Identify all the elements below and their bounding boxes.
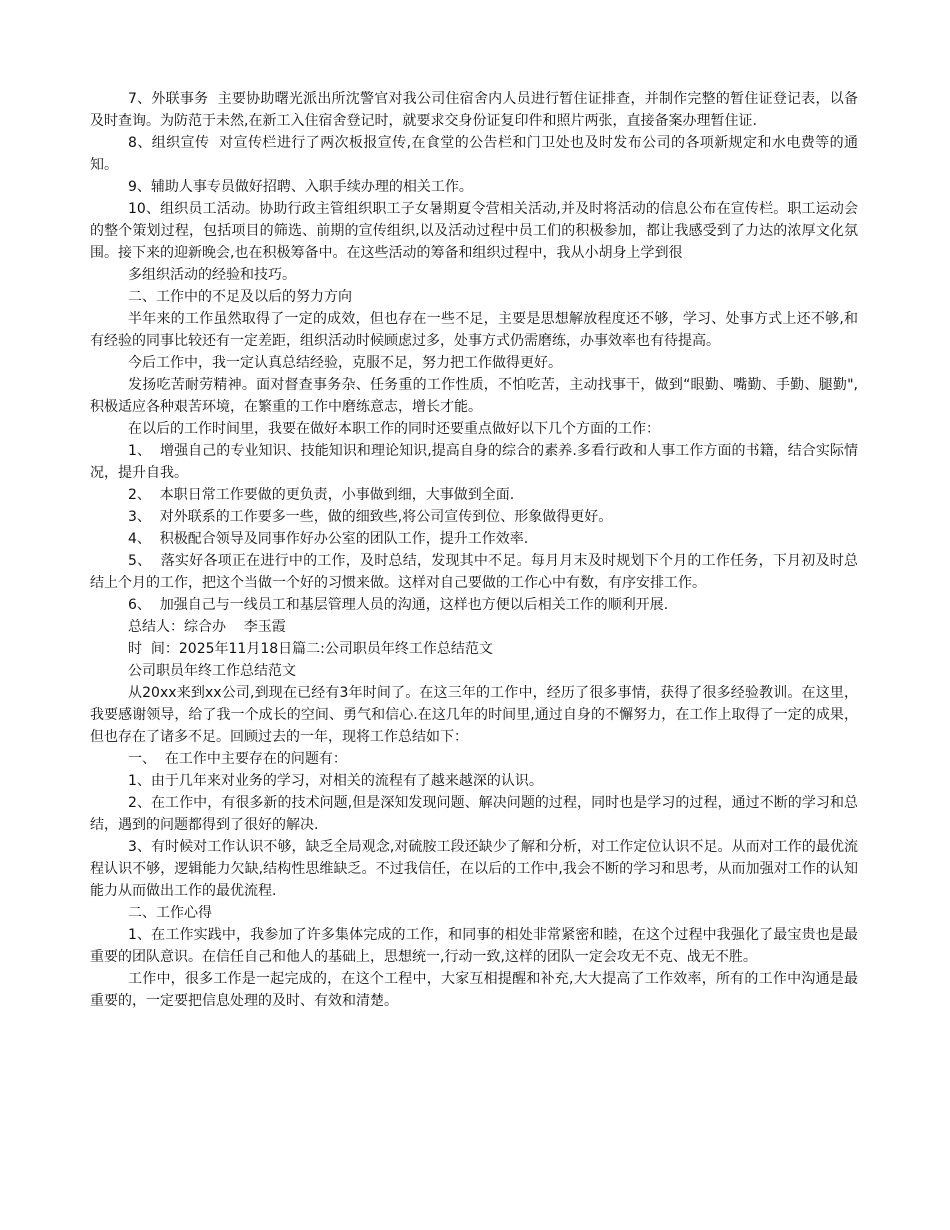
paragraph-communication: 工作中，很多工作是一起完成的，在这个工程中，大家互相提醒和补充,大大提高了工作效率，所有的工作中沟通是最重要的，一定要把信息处理的及时、有效和清楚。 — [90, 971, 858, 1009]
problem-item-3: 3、有时候对工作认识不够，缺乏全局观念,对硫胺工段还缺少了解和分析，对工作定位认识不足。从而对工作的最优流程认识不够，逻辑能力欠缺,结构性思维缺乏。不过我信任，在以后的工作中,我会不断的学习和思考，从而加强对工作的认知能力从而做出工作的最优流程. — [90, 839, 858, 899]
paragraph-hard-work-spirit: 发扬吃苦耐劳精神。面对督查事务杂、任务重的工作性质，不怕吃苦，主动找事干，做到“眼勤、嘴勤、手勤、腿勤",积极适应各种艰苦环境，在繁重的工作中磨练意志，增长才能。 — [90, 377, 858, 415]
paragraph-item-8-publicity: 8、组织宣传 对宣传栏进行了两次板报宣传,在食堂的公告栏和门卫处也及时发布公司的各项新规定和水电费等的通知。 — [90, 135, 858, 173]
problem-item-2: 2、在工作中，有很多新的技术问题,但是深知发现问题、解决问题的过程，同时也是学习的过程，通过不断的学习和总结，遇到的问题都得到了很好的解决. — [90, 795, 858, 833]
paragraph-item-7-foreign-affairs: 7、外联事务 主要协助曙光派出所沈警官对我公司住宿舍内人员进行暂住证排查，并制作完整的暂住证登记表，以备及时查询。为防范于未然,在新工入住宿舍登记时，就要求交身份证复印件和照片两张，直接备案办理暂住证. — [90, 91, 858, 129]
section-heading-problems: 一、 在工作中主要存在的问题有： — [128, 751, 347, 767]
paragraph-half-year-review: 半年来的工作虽然取得了一定的成效，但也存在一些不足，主要是思想解放程度还不够，学习、处事方式上还不够,和有经验的同事比较还有一定差距，组织活动时候顾虑过多，处事方式仍需磨练，办事效率也有待提高。 — [90, 311, 858, 349]
list-item-1: 1、 增强自己的专业知识、技能知识和理论知识,提高自身的综合的素养.多看行政和人事工作方面的书籍，结合实际情况，提升自我。 — [90, 443, 858, 481]
paragraph-intro: 从20xx来到xx公司,到现在已经有3年时间了。在这三年的工作中，经历了很多事情，获得了很多经验教训。在这里，我要感谢领导，给了我一个成长的空间、勇气和信心.在这几年的时间里,通过自身的不懈努力，在工作上取得了一定的成果，但也存在了诸多不足。回顾过去的一年，现将工作总结如下： — [90, 685, 858, 745]
author-line: 总结人：综合办 李玉霞 — [128, 619, 286, 635]
paragraph-item-10-staff-activities: 10、组织员工活动。协助行政主管组织职工子女暑期夏令营相关活动,并及时将活动的信息公布在宣传栏。职工运动会的整个策划过程，包括项目的筛选、前期的宣传组织,以及活动过程中员工们的积极参加，都让我感受到了力达的浓厚文化氛围。接下来的迎新晚会,也在积极筹备中。在这些活动的筹备和组织过程中，我从小胡身上学到很 — [90, 201, 858, 261]
list-item-3: 3、 对外联系的工作要多一些，做的细致些,将公司宣传到位、形象做得更好。 — [128, 509, 613, 525]
list-item-6: 6、 加强自己与一线员工和基层管理人员的沟通，这样也方便以后相关工作的顺利开展. — [128, 597, 669, 613]
section-heading-experience: 二、工作心得 — [128, 905, 212, 921]
problem-item-1: 1、由于几年来对业务的学习，对相关的流程有了越来越深的认识。 — [128, 773, 543, 789]
article-title: 公司职员年终工作总结范文 — [128, 663, 296, 679]
paragraph-continuation: 多组织活动的经验和技巧。 — [128, 267, 296, 283]
document-body — [90, 88, 858, 1012]
list-item-4: 4、 积极配合领导及同事作好办公室的团队工作，提升工作效率. — [128, 531, 529, 547]
list-item-2: 2、 本职日常工作要做的更负责，小事做到细，大事做到全面. — [128, 487, 515, 503]
section-heading-shortcomings: 二、工作中的不足及以后的努力方向 — [128, 289, 352, 305]
paragraph-future-focus: 在以后的工作时间里，我要在做好本职工作的同时还要重点做好以下几个方面的工作： — [128, 421, 660, 437]
paragraph-item-9-hr-assist: 9、辅助人事专员做好招聘、入职手续办理的相关工作。 — [128, 179, 473, 195]
date-line: 时 间：2025年11月18日篇二:公司职员年终工作总结范文 — [128, 641, 493, 657]
list-item-5: 5、 落实好各项正在进行中的工作，及时总结，发现其中不足。每月月末及时规划下个月的工作任务，下月初及时总结上个月的工作，把这个当做一个好的习惯来做。这样对自己要做的工作心中有数，有序安排工作。 — [90, 553, 858, 591]
paragraph-future-work: 今后工作中，我一定认真总结经验，克服不足，努力把工作做得更好。 — [128, 355, 562, 371]
experience-item-1: 1、在工作实践中，我参加了许多集体完成的工作，和同事的相处非常紧密和睦，在这个过程中我强化了最宝贵也是最重要的团队意识。在信任自己和他人的基础上，思想统一,行动一致,这样的团队一定会攻无不克、战无不胜。 — [90, 927, 858, 965]
